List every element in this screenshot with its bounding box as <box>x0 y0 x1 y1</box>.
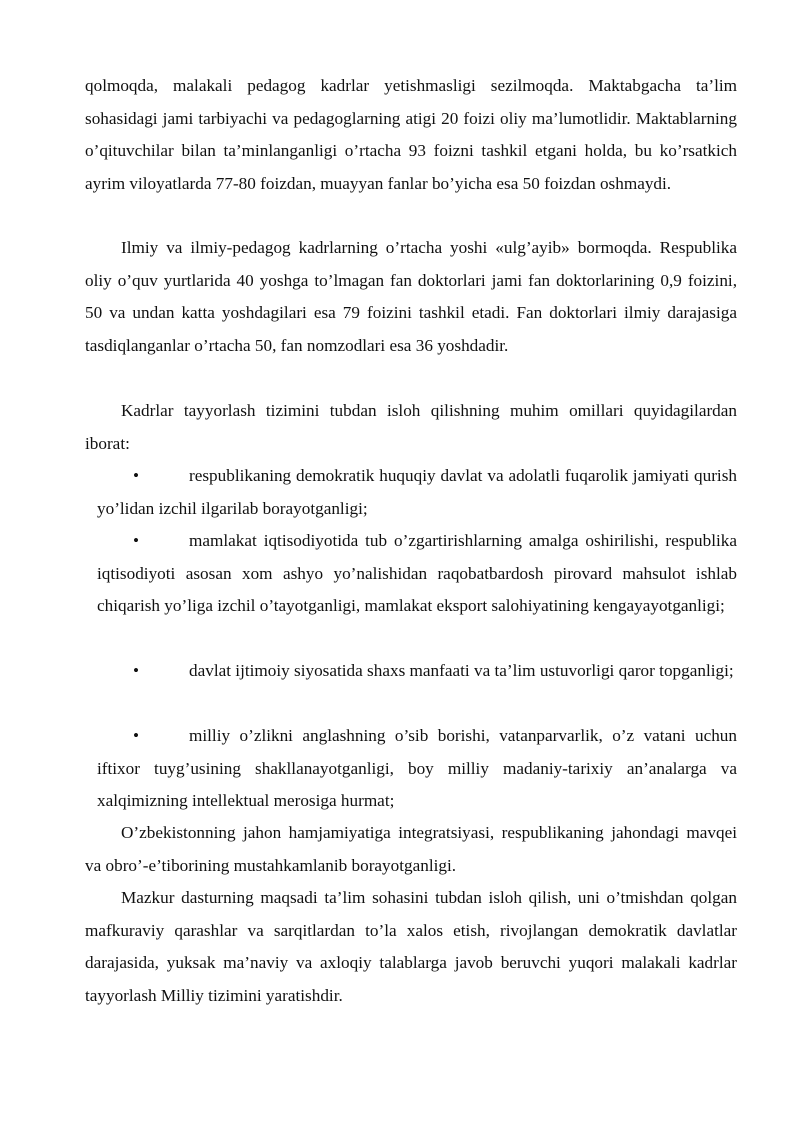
list-item-social-policy: davlat ijtimoiy siyosatida shaxs manfaati va ta’lim ustuvorligi qaror topganligi; <box>189 661 734 680</box>
paragraph-continuation: qolmoqda, malakali pedagog kadrlar yetishmasligi sezilmoqda. Maktabgacha ta’lim sohasidagi jami tarbiyachi va pedagoglarning atigi 20 foizi oliy ma’lumotlidir. Maktablarning o’qituvchilar bilan ta’minlanganligi o’rtacha 93 foizni tashkil etgani holda, bu ko’rsatkich ayrim viloyatlarda 77-80 foizdan, muayyan fanlar bo’yicha esa 50 foizdan oshmaydi. <box>85 76 737 193</box>
bullet-marker: • <box>133 466 140 485</box>
list-item-national-identity: milliy o’zlikni anglashning o’sib borishi, vatanparvarlik, o’z vatani uchun iftixor tuyg’usining shakllanayotganligi, boy milliy madaniy-tarixiy an’analarga va xalqimizning intellektual merosiga hurmat; <box>97 726 737 810</box>
paragraph-program-goal: Mazkur dasturning maqsadi ta’lim sohasini tubdan isloh qilish, uni o’tmishdan qolgan mafkuraviy qarashlar va sarqitlardan to’la xalos etish, rivojlangan demokratik davlatlar darajasida, yuksak ma’naviy va axloqiy talablarga javob beruvchi yuqori malakali kadrlar tayyorlash Milliy tizimini yaratishdir. <box>85 888 737 1005</box>
bullet-marker: • <box>133 726 140 745</box>
bullet-marker: • <box>133 661 140 680</box>
paragraph-list-intro: Kadrlar tayyorlash tizimini tubdan isloh qilishning muhim omillari quyidagilardan iborat: <box>85 401 737 453</box>
paragraph-integration: O’zbekistonning jahon hamjamiyatiga integratsiyasi, respublikaning jahondagi mavqei va obro’-e’tiborining mustahkamlanib borayotganligi. <box>85 823 737 875</box>
list-item-economic-reforms: mamlakat iqtisodiyotida tub o’zgartirishlarning amalga oshirilishi, respublika iqtisodiyoti asosan xom ashyo yo’nalishidan raqobatbardosh pirovard mahsulot ishlab chiqarish yo’liga izchil o’tayotganligi, mamlakat eksport salohiyatining kengayayotganligi; <box>97 531 737 615</box>
list-item-democratic-state: respublikaning demokratik huquqiy davlat va adolatli fuqarolik jamiyati qurish yo’lidan izchil ilgarilab borayotganligi; <box>97 466 737 518</box>
paragraph-scientific-staff-age: Ilmiy va ilmiy-pedagog kadrlarning o’rtacha yoshi «ulg’ayib» bormoqda. Respublika oliy o’quv yurtlarida 40 yoshga to’lmagan fan doktorlari jami fan doktorlarining 0,9 foizini, 50 va undan katta yoshdagilari esa 79 foizini tashkil etadi. Fan doktorlari ilmiy darajasiga tasdiqlanganlar o’rtacha 50, fan nomzodlari esa 36 yoshdadir. <box>85 238 737 355</box>
bullet-marker: • <box>133 531 140 550</box>
